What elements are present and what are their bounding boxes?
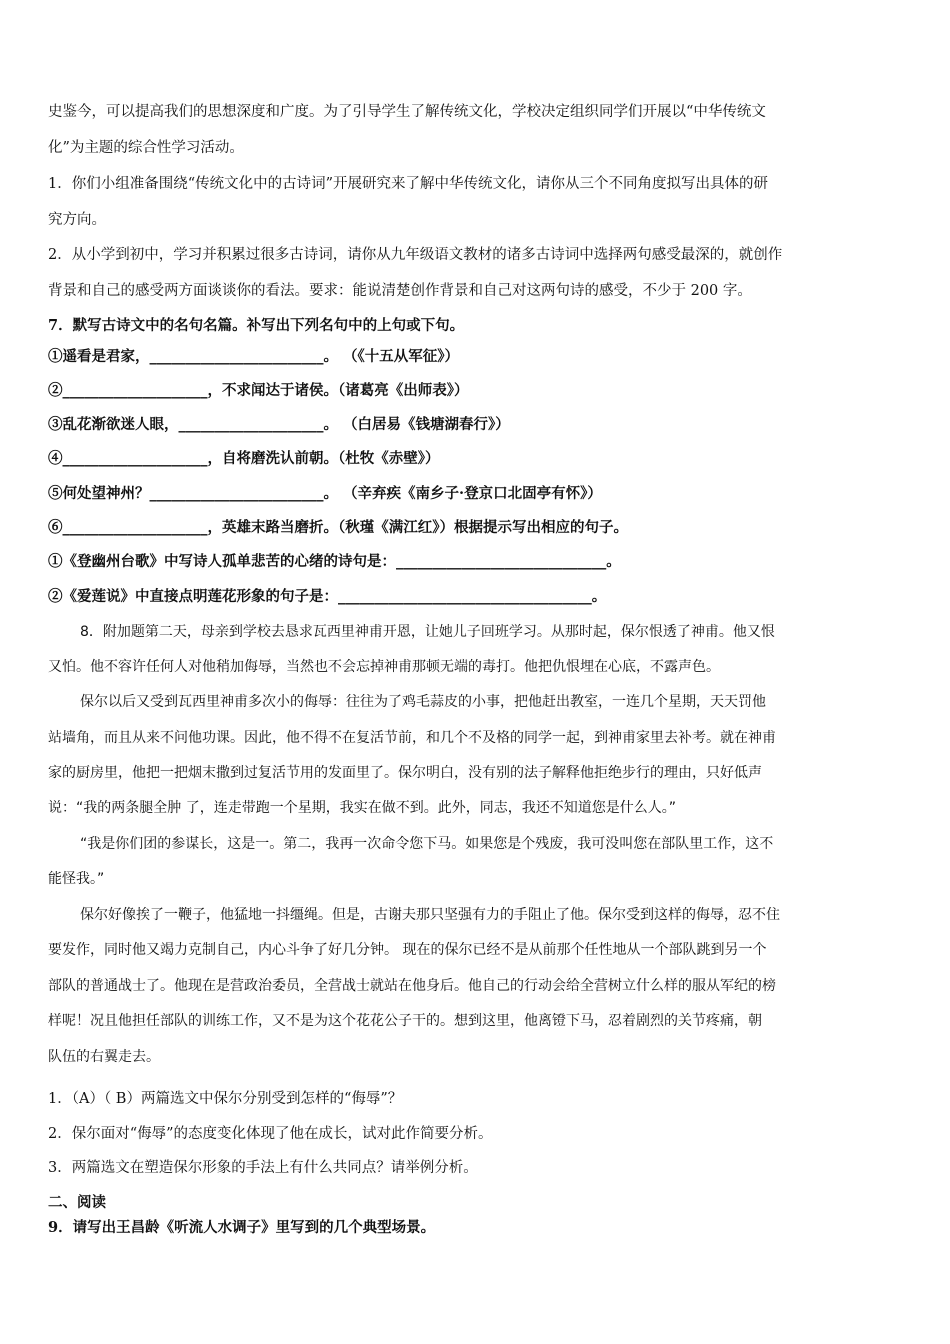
fill-blank-1: ①遥看是君家，________________________。 （《十五从军征》） <box>48 348 460 365</box>
question-8-2: 2．保尔面对“侮辱”的态度变化体现了他在成长，试对此作简要分析。 <box>48 1126 493 1142</box>
question-8-1: 1．（A）（ B）两篇选文中保尔分别受到怎样的“侮辱”？ <box>48 1091 403 1107</box>
fill-blank-4: ④____________________，自将磨洗认前朝。（杜牧《赤壁》） <box>48 450 440 467</box>
passage-line: 站墙角，而且从来不问他功课。因此，他不得不在复活节前，和几个不及格的同学一起，到神甫家里去补考。就在神甫 <box>48 730 776 746</box>
question-6-1: 1．你们小组准备围绕“传统文化中的古诗词”开展研究来了解中华传统文化，请你从三个不同角度拟写出具体的研 <box>48 176 769 192</box>
intro-text-line: 史鉴今，可以提高我们的思想深度和广度。为了引导学生了解传统文化，学校决定组织同学们开展以“中华传统文 <box>48 104 766 120</box>
passage-line: 部队的普通战士了。他现在是营政治委员，全营战士就站在他身后。他自己的行动会给全营树立什么样的服从军纪的榜 <box>48 978 776 994</box>
question-8-3: 3．两篇选文在塑造保尔形象的手法上有什么共同点？请举例分析。 <box>48 1160 478 1176</box>
passage-line: 家的厨房里，他把一把烟末撒到过复活节用的发面里了。保尔明白，没有别的法子解释他拒绝步行的理由，只好低声 <box>48 765 762 781</box>
question-6-2: 2．从小学到初中，学习并积累过很多古诗词，请你从九年级语文教材的诸多古诗词中选择两句感受最深的，就创作 <box>48 247 783 263</box>
prompt-blank-1: ①《登幽州台歌》中写诗人孤单悲苦的心绪的诗句是：_____________________________。 <box>48 553 621 570</box>
passage-line: 能怪我。” <box>48 871 105 887</box>
passage-line: “我是你们团的参谋长，这是一。第二，我再一次命令您下马。如果您是个残废，我可没叫您在部队里工作，这不 <box>80 836 774 852</box>
fill-blank-3: ③乱花渐欲迷人眼，____________________。 （白居易《钱塘湖春行》） <box>48 416 510 433</box>
question-6-1-cont: 究方向。 <box>48 212 106 228</box>
passage-line: 样呢！况且他担任部队的训练工作，又不是为这个花花公子干的。想到这里，他离镫下马，忍着剧烈的关节疼痛，朝 <box>48 1013 762 1029</box>
fill-blank-2: ②____________________，不求闻达于诸侯。（诸葛亮《出师表》） <box>48 382 469 399</box>
fill-blank-5: ⑤何处望神州？________________________。 （辛弃疾《南乡子·登京口北固亭有怀》） <box>48 485 602 502</box>
passage-line: 又怕。他不容许任何人对他稍加侮辱，当然也不会忘掉神甫那顿无端的毒打。他把仇恨埋在心底，不露声色。 <box>48 659 720 675</box>
prompt-blank-2: ②《爱莲说》中直接点明莲花形象的句子是：___________________________________。 <box>48 588 607 605</box>
passage-line: 队伍的右翼走去。 <box>48 1049 160 1065</box>
intro-text-line: 化”为主题的综合性学习活动。 <box>48 140 244 156</box>
passage-line: 保尔好像挨了一鞭子，他猛地一抖缰绳。但是，古谢夫那只坚强有力的手阻止了他。保尔受到这样的侮辱，忍不住 <box>80 907 780 923</box>
passage-line: 8．附加题第二天，母亲到学校去恳求瓦西里神甫开恩，让她儿子回班学习。从那时起，保尔恨透了神甫。他又恨 <box>80 624 775 640</box>
passage-line: 说：“我的两条腿全肿 了，连走带跑一个星期，我实在做不到。此外，同志，我还不知道您是什么人。” <box>48 800 676 816</box>
passage-line: 保尔以后又受到瓦西里神甫多次小的侮辱：往往为了鸡毛蒜皮的小事，把他赶出教室，一连几个星期，天天罚他 <box>80 694 766 710</box>
question-7-title: 7．默写古诗文中的名句名篇。补写出下列名句中的上句或下句。 <box>48 317 465 334</box>
passage-line: 要发作，同时他又竭力克制自己，内心斗争了好几分钟。 现在的保尔已经不是从前那个任性地从一个部队跳到另一个 <box>48 942 767 958</box>
section-title: 二、阅读 <box>48 1194 106 1211</box>
question-6-2-cont: 背景和自己的感受两方面谈谈你的看法。要求：能说清楚创作背景和自己对这两句诗的感受，不少于 200 字。 <box>48 283 752 299</box>
fill-blank-6: ⑥____________________，英雄末路当磨折。（秋瑾《满江红》）根据提示写出相应的句子。 <box>48 519 628 536</box>
question-9: 9．请写出王昌龄《听流人水调子》里写到的几个典型场景。 <box>48 1219 436 1236</box>
